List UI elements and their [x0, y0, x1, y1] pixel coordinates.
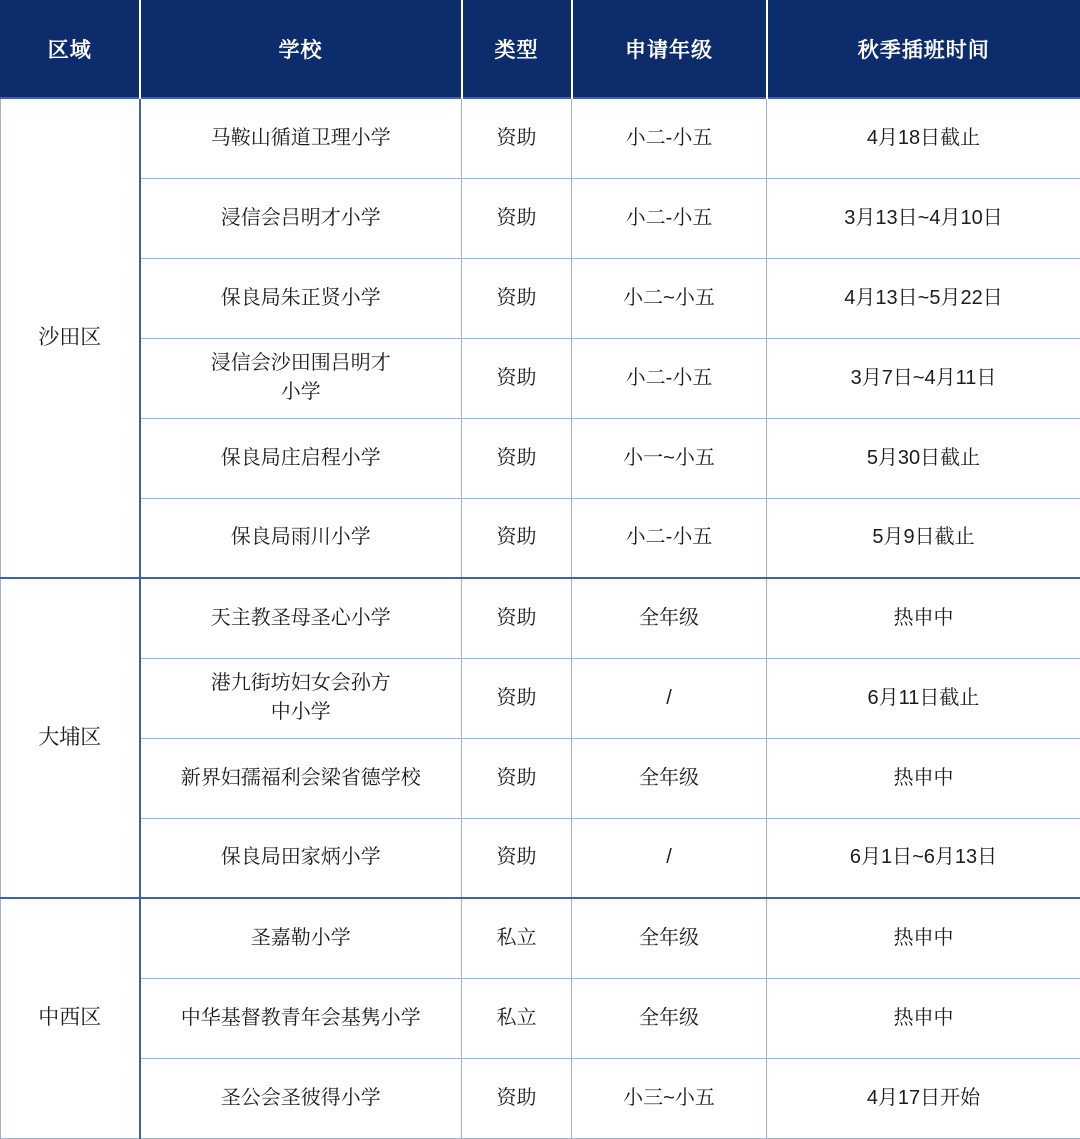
column-header-school: 学校	[140, 1, 462, 99]
school-cell: 保良局庄启程小学	[140, 418, 462, 498]
time-cell: 4月18日截止	[767, 98, 1080, 178]
time-cell: 热申中	[767, 738, 1080, 818]
table-body	[1, 98, 1080, 1138]
time-cell: 3月13日~4月10日	[767, 178, 1080, 258]
table-header	[1, 1, 1080, 99]
school-cell: 新界妇孺福利会梁省德学校	[140, 738, 462, 818]
time-cell: 热申中	[767, 898, 1080, 978]
type-cell: 资助	[462, 498, 572, 578]
school-cell: 圣嘉勒小学	[140, 898, 462, 978]
type-cell: 资助	[462, 418, 572, 498]
type-cell: 资助	[462, 338, 572, 418]
type-cell: 资助	[462, 258, 572, 338]
school-cell: 保良局朱正贤小学	[140, 258, 462, 338]
cell-line: 中小学	[270, 701, 331, 723]
table-row	[1, 498, 1080, 578]
table-row	[1, 1058, 1080, 1138]
grade-cell: 全年级	[572, 738, 767, 818]
region-cell: 沙田区	[1, 98, 140, 578]
grade-cell: 小二-小五	[572, 338, 767, 418]
region-cell: 中西区	[1, 898, 140, 1138]
school-cell	[140, 338, 462, 418]
time-cell: 3月7日~4月11日	[767, 338, 1080, 418]
column-header-grade: 申请年级	[572, 1, 767, 99]
type-cell: 资助	[462, 738, 572, 818]
table-row	[1, 258, 1080, 338]
school-cell: 保良局田家炳小学	[140, 818, 462, 898]
column-header-region: 区域	[1, 1, 140, 99]
region-cell: 大埔区	[1, 578, 140, 898]
school-cell: 天主教圣母圣心小学	[140, 578, 462, 658]
cell-line: 小学	[280, 381, 321, 403]
time-cell: 4月13日~5月22日	[767, 258, 1080, 338]
time-cell: 6月11日截止	[767, 658, 1080, 738]
table-row	[1, 738, 1080, 818]
type-cell: 资助	[462, 98, 572, 178]
grade-cell: /	[572, 658, 767, 738]
header-row	[1, 1, 1080, 99]
grade-cell: 全年级	[572, 978, 767, 1058]
time-cell: 5月30日截止	[767, 418, 1080, 498]
table-row	[1, 338, 1080, 418]
grade-cell: /	[572, 818, 767, 898]
table-row	[1, 178, 1080, 258]
school-cell: 保良局雨川小学	[140, 498, 462, 578]
type-cell: 私立	[462, 898, 572, 978]
table-row	[1, 818, 1080, 898]
time-cell: 4月17日开始	[767, 1058, 1080, 1138]
school-cell	[140, 658, 462, 738]
cell-line: 浸信会沙田围吕明才	[210, 352, 391, 374]
grade-cell: 小二-小五	[572, 98, 767, 178]
type-cell: 私立	[462, 978, 572, 1058]
column-header-time: 秋季插班时间	[767, 1, 1080, 99]
school-cell: 中华基督教青年会基隽小学	[140, 978, 462, 1058]
type-cell: 资助	[462, 578, 572, 658]
grade-cell: 小二-小五	[572, 178, 767, 258]
table-row	[1, 898, 1080, 978]
table-row	[1, 98, 1080, 178]
time-cell: 热申中	[767, 978, 1080, 1058]
grade-cell: 小一~小五	[572, 418, 767, 498]
grade-cell: 小二-小五	[572, 498, 767, 578]
table-row	[1, 658, 1080, 738]
school-cell: 浸信会吕明才小学	[140, 178, 462, 258]
type-cell: 资助	[462, 178, 572, 258]
table-row	[1, 418, 1080, 498]
grade-cell: 全年级	[572, 898, 767, 978]
cell-line: 港九街坊妇女会孙方	[210, 672, 391, 694]
table-row	[1, 978, 1080, 1058]
time-cell: 6月1日~6月13日	[767, 818, 1080, 898]
school-cell: 马鞍山循道卫理小学	[140, 98, 462, 178]
type-cell: 资助	[462, 658, 572, 738]
school-cell: 圣公会圣彼得小学	[140, 1058, 462, 1138]
time-cell: 热申中	[767, 578, 1080, 658]
type-cell: 资助	[462, 818, 572, 898]
grade-cell: 小三~小五	[572, 1058, 767, 1138]
column-header-type: 类型	[462, 1, 572, 99]
table-row	[1, 578, 1080, 658]
time-cell: 5月9日截止	[767, 498, 1080, 578]
type-cell: 资助	[462, 1058, 572, 1138]
grade-cell: 小二~小五	[572, 258, 767, 338]
grade-cell: 全年级	[572, 578, 767, 658]
